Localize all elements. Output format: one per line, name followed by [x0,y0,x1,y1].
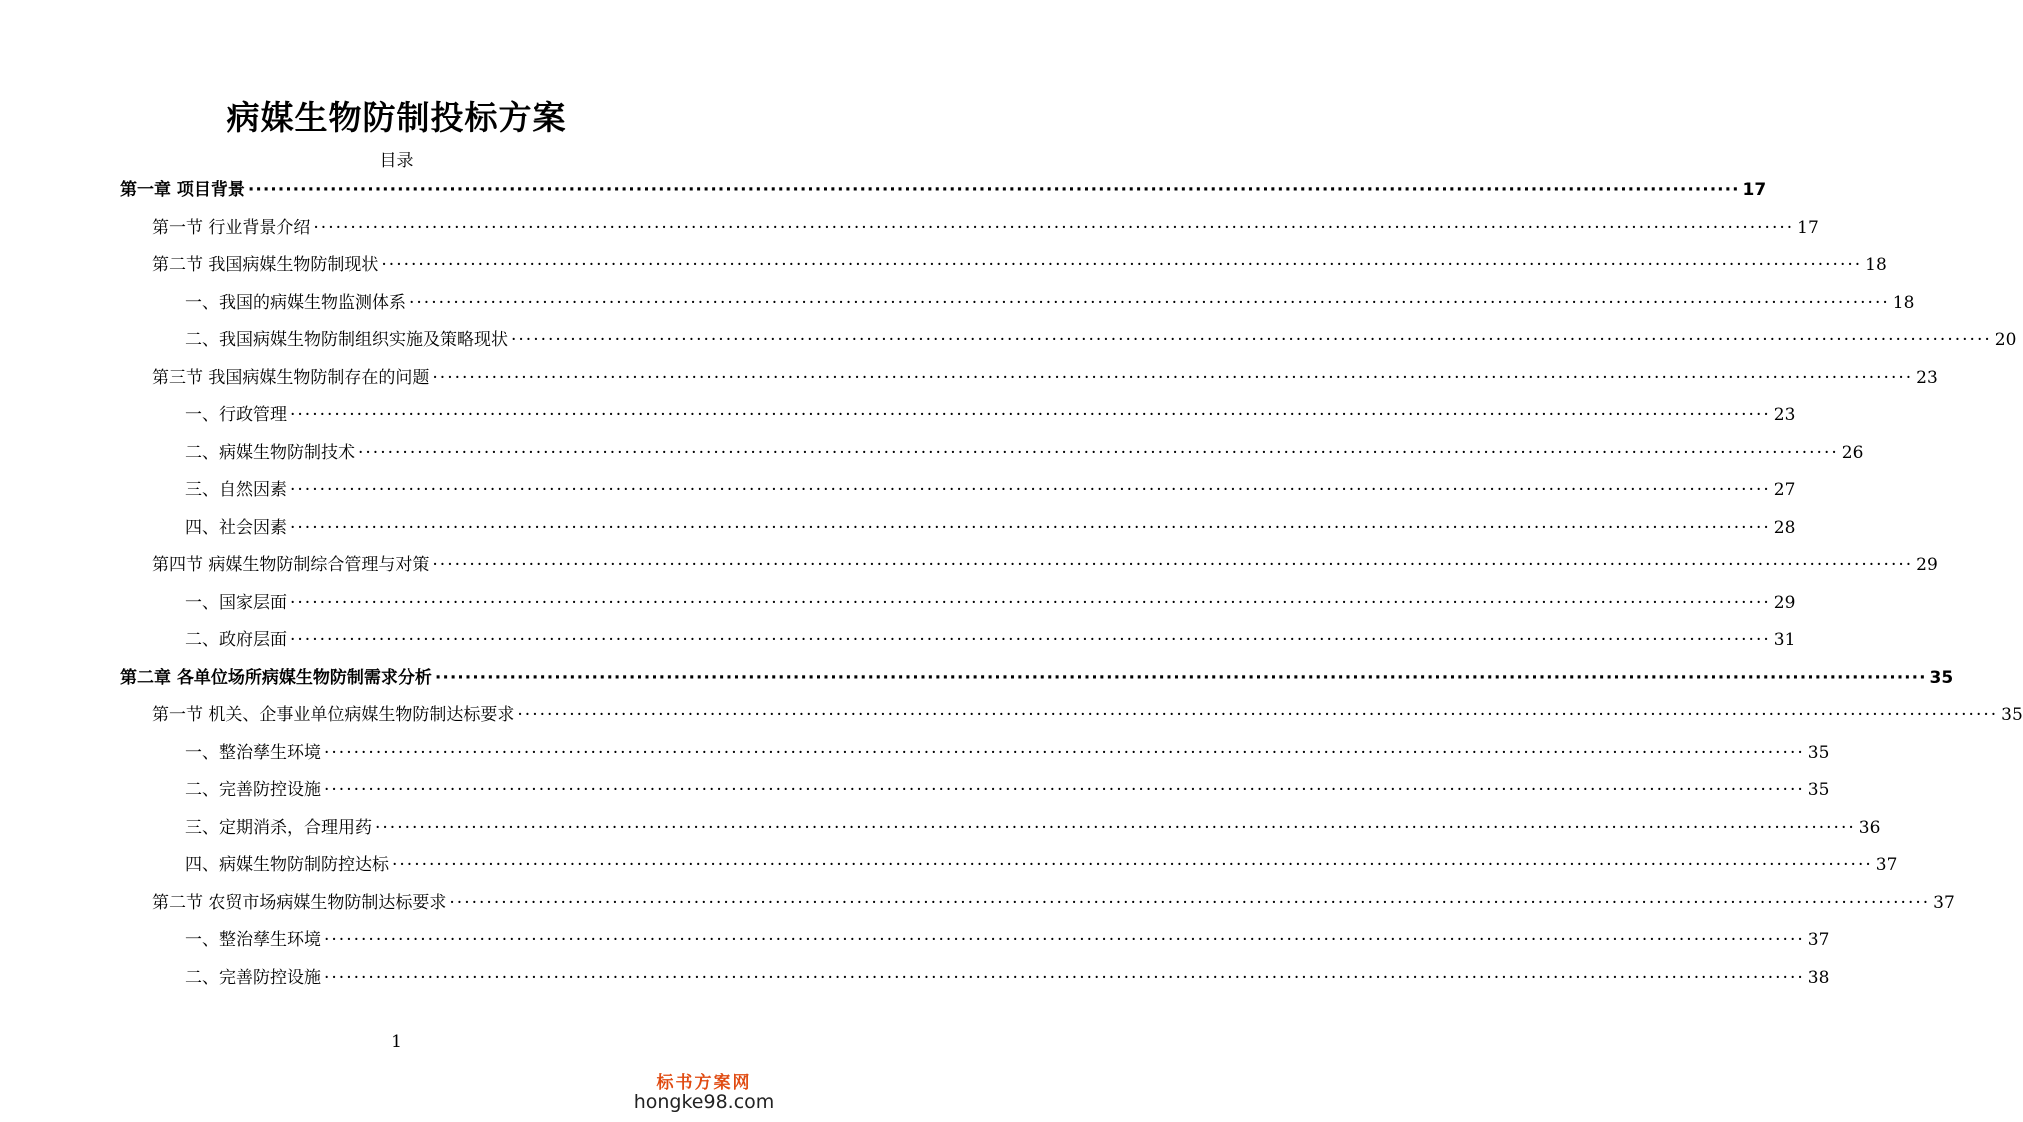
toc-dot-leader: ········································································································································································································ [324,742,1805,763]
toc-entry-label: 二、病媒生物防制技术 [185,442,355,463]
toc-entry-page: 17 [1797,217,1819,238]
toc-entry-label: 二、我国病媒生物防制组织实施及策略现状 [185,330,508,350]
toc-entry-label: 第一节 行业背景介绍 [152,217,311,238]
toc-entry-page: 23 [1916,367,1938,388]
toc-entry[interactable] [185,964,1830,992]
toc-entry-label: 第四节 病媒生物防制综合管理与对策 [152,555,430,575]
toc-dot-leader: ········································································································································································································ [290,517,1771,538]
toc-entry-page: 26 [1841,442,1864,463]
page-number: 1 [391,1032,402,1052]
toc-dot-leader: ········································································································································································································ [434,667,1927,688]
toc-entry[interactable] [185,589,1796,617]
toc-entry[interactable] [152,551,1938,579]
toc-dot-leader: ········································································································································································································ [511,330,1992,350]
watermark-brand: 标书方案网 [656,1073,752,1093]
toc-entry-page: 17 [1742,180,1767,200]
toc-entry[interactable] [185,476,1796,504]
toc-entry[interactable] [152,364,1938,392]
toc-dot-leader: ········································································································································································································ [409,292,1890,313]
toc-entry[interactable] [185,289,1915,317]
toc-entry-label: 第三节 我国病媒生物防制存在的问题 [152,367,430,388]
toc-dot-leader: ········································································································································································································ [290,480,1771,500]
toc-entry-label: 二、完善防控设施 [185,780,321,800]
toc-entry[interactable] [152,701,2023,729]
toc-dot-leader: ········································································································································································································ [449,892,1931,913]
toc-entry-label: 三、定期消杀，合理用药 [185,817,372,838]
toc-entry-page: 23 [1773,405,1796,425]
toc-entry-page: 38 [1807,967,1830,988]
toc-entry[interactable] [185,514,1796,542]
toc-dot-leader: ········································································································································································································ [324,930,1805,950]
toc-entry-page: 20 [1994,330,2017,350]
toc-entry[interactable] [185,814,1881,842]
toc-entry[interactable] [152,214,1819,242]
toc-entry-label: 二、政府层面 [185,630,287,650]
toc-entry-label: 第一节 机关、企事业单位病媒生物防制达标要求 [152,705,515,725]
toc-dot-leader: ········································································································································································································ [290,592,1771,613]
toc-entry-page: 37 [1875,855,1898,875]
toc-entry-page: 18 [1892,292,1915,313]
toc-entry-label: 一、国家层面 [185,592,287,613]
toc-entry-label: 四、社会因素 [185,517,287,538]
watermark-logo [629,1068,779,1113]
toc-entry-label: 第一章 项目背景 [120,180,245,200]
toc-dot-leader: ········································································································································································································ [432,367,1914,388]
toc-entry-label: 第二章 各单位场所病媒生物防制需求分析 [120,667,432,688]
toc-dot-leader: ········································································································································································································ [517,705,1999,725]
toc-entry-page: 36 [1858,817,1881,838]
toc-entry-page: 35 [1929,667,1954,688]
toc-dot-leader: ········································································································································································································ [392,855,1873,875]
toc-dot-leader: ········································································································································································································ [358,442,1839,463]
toc-entry-page: 29 [1773,592,1796,613]
toc-entry-page: 37 [1933,892,1955,913]
toc-entry-label: 一、行政管理 [185,405,287,425]
toc-entry-page: 35 [2001,705,2023,725]
watermark-domain: hongke98.com [633,1091,775,1113]
toc-entry[interactable] [185,439,1864,467]
toc-entry-label: 一、整治孳生环境 [185,930,321,950]
toc-entry-page: 27 [1773,480,1796,500]
toc-entry[interactable] [185,401,1796,429]
toc-entry-page: 29 [1916,555,1938,575]
toc-dot-leader: ········································································································································································································ [313,217,1795,238]
toc-entry[interactable] [185,739,1830,767]
toc-entry[interactable] [120,664,1954,692]
toc-entry[interactable] [152,889,1955,917]
toc-entry[interactable] [152,251,1887,279]
toc-entry[interactable] [185,776,1830,804]
toc-entry-label: 四、病媒生物防制防控达标 [185,855,389,875]
toc-entry-page: 37 [1807,930,1830,950]
toc-heading: 目录 [379,151,414,171]
toc-entry-label: 三、自然因素 [185,480,287,500]
toc-dot-leader: ········································································································································································································ [290,405,1771,425]
toc-entry-label: 二、完善防控设施 [185,967,321,988]
toc-entry[interactable] [185,626,1796,654]
toc-entry-page: 35 [1807,742,1830,763]
toc-dot-leader: ········································································································································································································ [324,967,1805,988]
toc-entry[interactable] [185,926,1830,954]
toc-entry-page: 28 [1773,517,1796,538]
toc-entry[interactable] [185,326,2017,354]
toc-entry-page: 35 [1807,780,1830,800]
toc-dot-leader: ········································································································································································································ [290,630,1771,650]
toc-entry[interactable] [185,851,1898,879]
toc-entry-label: 第二节 我国病媒生物防制现状 [152,255,379,275]
toc-entry-label: 一、整治孳生环境 [185,742,321,763]
toc-entry-label: 一、我国的病媒生物监测体系 [185,292,406,313]
toc-entry-page: 18 [1865,255,1887,275]
document-title: 病媒生物防制投标方案 [226,98,567,137]
toc-dot-leader: ········································································································································································································ [432,555,1914,575]
toc-entry-page: 31 [1773,630,1796,650]
toc-dot-leader: ········································································································································································································ [247,180,1740,200]
toc-dot-leader: ········································································································································································································ [324,780,1805,800]
toc-dot-leader: ········································································································································································································ [381,255,1863,275]
toc-dot-leader: ········································································································································································································ [375,817,1856,838]
toc-entry[interactable] [120,176,1767,204]
toc-entry-label: 第二节 农贸市场病媒生物防制达标要求 [152,892,447,913]
